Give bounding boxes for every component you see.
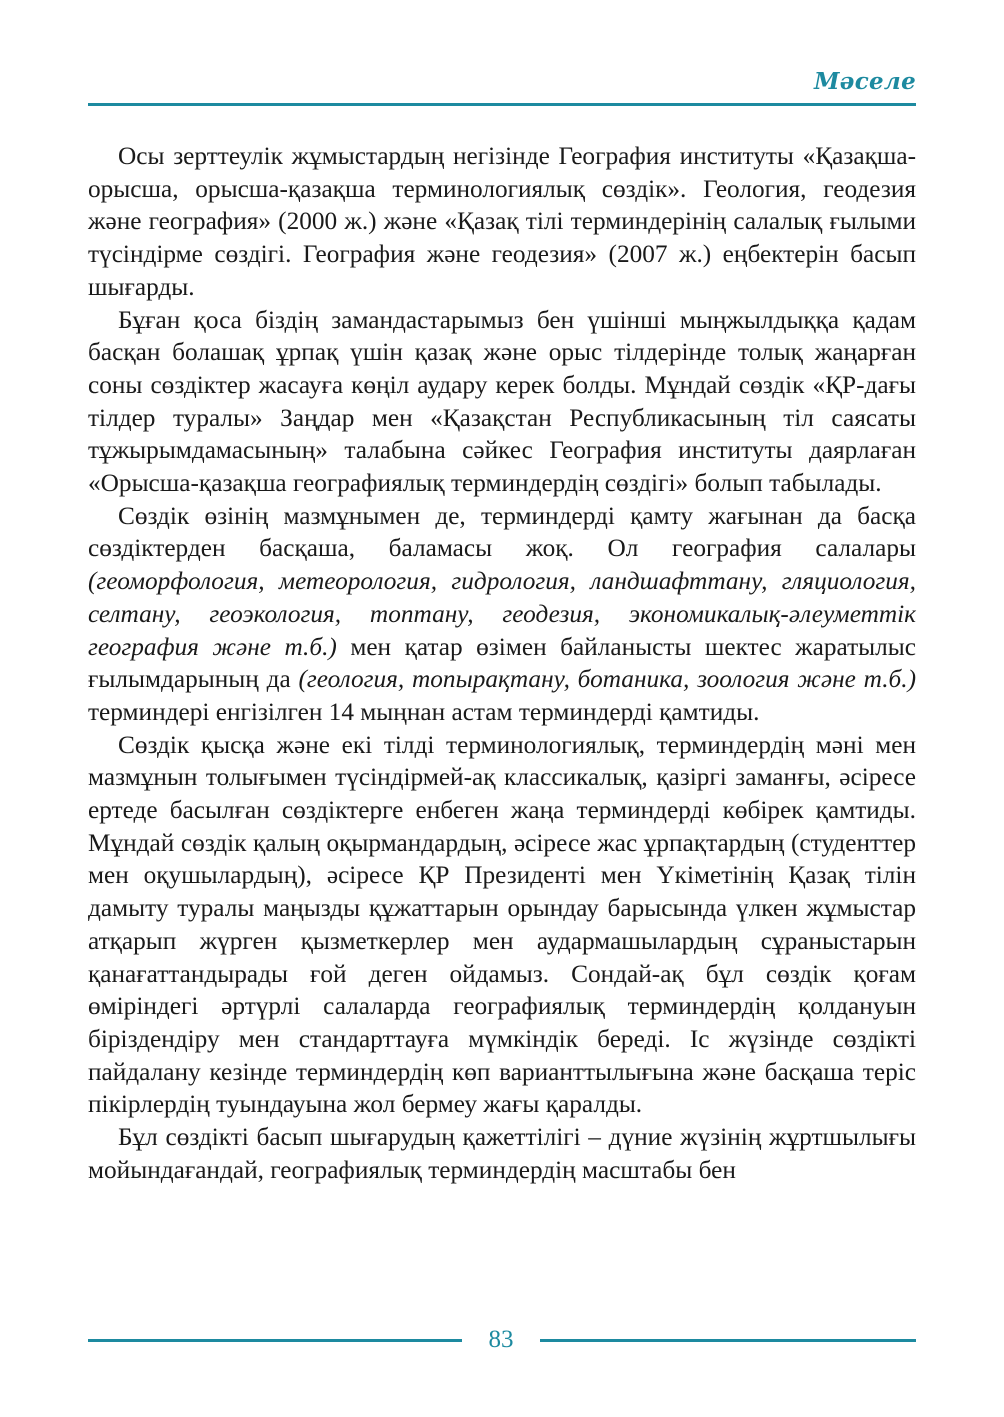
paragraph-text: мен қатар өзімен байланысты шектес жаратылыс ғылымдарының да bbox=[88, 632, 916, 694]
footer-divider-left bbox=[88, 1339, 462, 1342]
italic-term-list: (геоморфология, метеорология, гидрология, ландшафттану, гляциология, селтану, геоэкология, топтану, геодезия, экономикалық-әлеуметтік география және т.б.) bbox=[88, 567, 916, 661]
paragraph-3 bbox=[88, 500, 916, 729]
paragraph-1 bbox=[88, 140, 916, 304]
paragraph-text: Сөздік өзінің мазмұнымен де, терминдерді қамту жағынан да басқа сөздіктерден басқаша, баламасы жоқ. Ол география салалары bbox=[88, 501, 916, 563]
header-divider bbox=[88, 103, 916, 106]
paragraph-text: Сөздік қысқа және екі тілді терминологиялық, терминдердің мәні мен мазмұнын толығымен түсіндірмей-ақ классикалық, қазіргі заманғы, әсіресе ертеде басылған сөздіктерге енбеген жаңа терминдерді көбірек қамтиды. Мұндай сөздік қалың оқырмандардың, әсіресе жас ұрпақтардың (студенттер мен оқушылардың), әсіресе ҚР Президенті мен Үкіметінің Қазақ тілін дамыту туралы маңызды құжаттарын орындау барысында үлкен жұмыстар атқарып жүрген қызметкерлер мен аудармашылардың сұраныстарын қанағаттандырады ғой деген ойдамыз. Сондай-ақ бұл сөздік қоғам өміріндегі әртүрлі салаларда географиялық терминдердің қолдануын біріздендіру мен стандарттауға мүмкіндік береді. Іс жүзінде сөздікті пайдалану кезінде терминдердің көп варианттылығына және басқаша теріс пікірлердің туындауына жол бермеу жағы қаралды. bbox=[88, 730, 916, 1119]
paragraph-5 bbox=[88, 1121, 916, 1186]
paragraph-text: Осы зерттеулік жұмыстардың негізінде География институты «Қазақша-орысша, орысша-қазақша терминологиялық сөздік». Геология, геодезия және география» (2000 ж.) және «Қазақ тілі терминдерінің салалық ғылыми түсіндірме сөздігі. География және геодезия» (2007 ж.) еңбектерін басып шығарды. bbox=[88, 142, 916, 301]
paragraph-text: Бұл сөздікті басып шығарудың қажеттілігі – дүние жүзінің жұртшылығы мойындағандай, географиялық терминдердің масштабы бен bbox=[88, 1123, 916, 1184]
paragraph-text: терминдері енгізілген 14 мыңнан астам терминдерді қамтиды. bbox=[88, 697, 760, 726]
paragraph-2 bbox=[88, 304, 916, 500]
body-text bbox=[88, 140, 916, 1187]
italic-term-list: (геология, топырақтану, ботаника, зоология және т.б.) bbox=[298, 665, 916, 694]
paragraph-4 bbox=[88, 729, 916, 1121]
footer-divider-right bbox=[540, 1339, 916, 1342]
page-title: Мәселе bbox=[814, 68, 916, 95]
paragraph-text: Бұған қоса біздің замандастарымыз бен үшінші мыңжылдыққа қадам басқан болашақ ұрпақ үшін қазақ және орыс тілдерінде толық жаңарған соны сөздіктер жасауға көңіл аудару керек болды. Мұндай сөздік «ҚР-дағы тілдер туралы» Заңдар мен «Қазақстан Республикасының тіл саясаты тұжырымдамасының» талабына сәйкес География институты даярлаған «Орысша-қазақша географиялық терминдердің сөздігі» болып табылады. bbox=[88, 305, 916, 498]
page-number: 83 bbox=[488, 1326, 514, 1353]
